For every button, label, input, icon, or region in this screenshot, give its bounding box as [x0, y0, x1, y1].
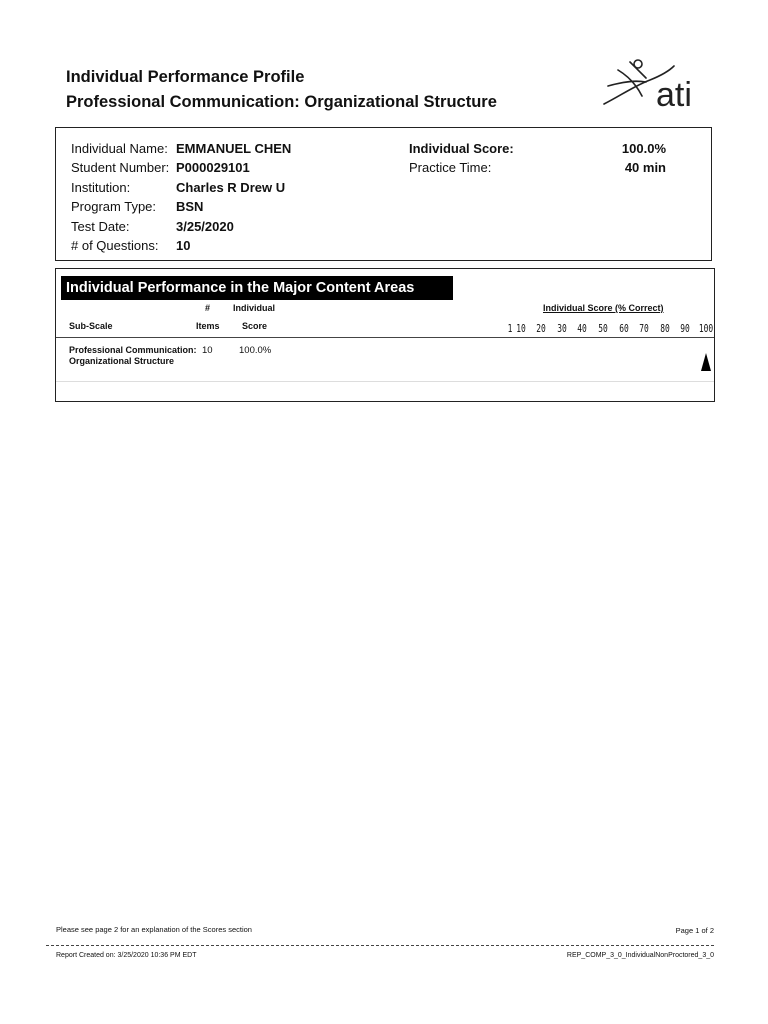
section-title: Individual Performance in the Major Content Areas [61, 276, 453, 300]
logo-text: ati [656, 76, 692, 114]
scale-tick: 80 [660, 322, 670, 335]
items-header-top: # [205, 303, 211, 313]
scale-tick: 100 [698, 322, 714, 335]
row-score: 100.0% [239, 345, 272, 356]
scale-tick: 40 [577, 322, 588, 335]
header-divider [56, 337, 714, 338]
page-number: Page 1 of 2 [675, 926, 714, 935]
subscale-name: Professional Communication: Organizational Structure [69, 345, 197, 366]
practice-time-value: 40 min [624, 160, 666, 175]
scale-title: Individual Score (% Correct) [543, 303, 664, 313]
scale-tick: 70 [639, 322, 649, 335]
scale-tick: 60 [618, 322, 629, 335]
page-subtitle: Professional Communication: Organizational Structure [66, 93, 497, 111]
scale-tick: 20 [536, 322, 546, 335]
row-divider [56, 381, 714, 382]
ati-logo [600, 56, 712, 118]
page-title: Individual Performance Profile [66, 68, 305, 86]
items-header-bottom: Items [196, 321, 220, 331]
scale-tick: 10 [515, 322, 526, 335]
score-header-bottom: Score [242, 321, 268, 331]
scale-tick: 1 [507, 322, 513, 335]
scale-tick: 30 [557, 322, 567, 335]
content-areas-panel [55, 268, 715, 402]
subscale-header: Sub-Scale [69, 321, 113, 331]
individual-score-label: Individual Score: [409, 141, 514, 156]
practice-time-label: Practice Time: [409, 160, 492, 175]
report-created: Report Created on: 3/25/2020 10:36 PM EDT [56, 952, 197, 959]
student-info-panel: Individual Name: EMMANUEL CHEN Student Number: P000029101 Institution: Charles R Drew U Program Type: BSN Test Date: 3/25/2020 # of Questions: 10 Individual Score: 100.0% Practice Time: 40 min [55, 127, 712, 261]
score-marker-icon [701, 353, 711, 371]
individual-score-value: 100.0% [621, 141, 666, 156]
footer-divider [46, 945, 714, 946]
row-items: 10 [202, 345, 213, 356]
scale-tick: 50 [598, 322, 608, 335]
scale-tick: 90 [680, 322, 691, 335]
score-header-top: Individual [233, 303, 276, 313]
footer-note: Please see page 2 for an explanation of the Scores section [56, 925, 252, 934]
report-id: REP_COMP_3_0_IndividualNonProctored_3_0 [566, 952, 714, 959]
